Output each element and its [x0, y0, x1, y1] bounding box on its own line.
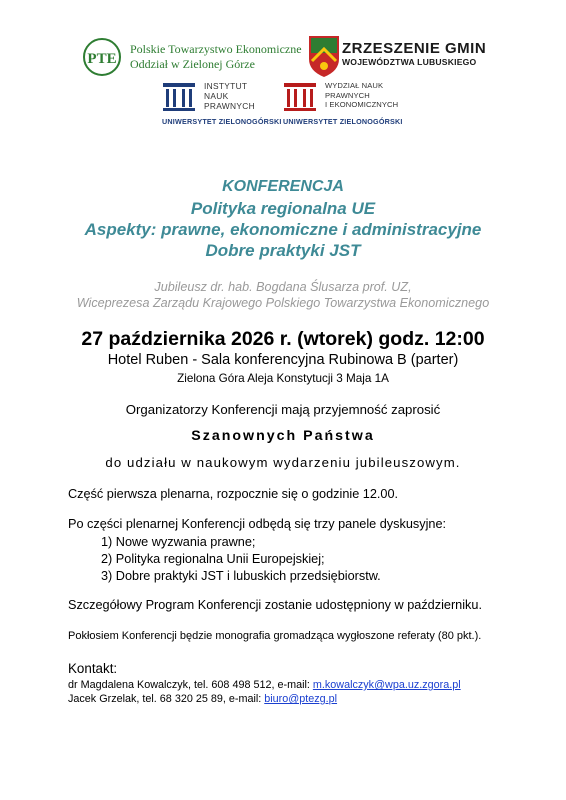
zrzeszenie-gmin-text	[342, 40, 486, 68]
event-address: Zielona Góra Aleja Konstytucji 3 Maja 1A	[177, 372, 389, 385]
jubilee-line2: Wiceprezesa Zarządu Krajowego Polskiego Towarzystwa Ekonomicznego	[76, 296, 490, 310]
contact-email-1-link[interactable]: m.kowalczyk@wpa.uz.zgora.pl	[312, 679, 461, 691]
wn-line3: I EKONOMICZNYCH	[325, 100, 399, 109]
plenary-part-info: Część pierwsza plenarna, rozpocznie się o godzinie 12.00.	[68, 487, 399, 501]
zrzeszenie-gmin-title: ZRZESZENIE GMIN	[342, 40, 487, 57]
program-note: Szczegółowy Program Konferencji zostanie udostępniony w październiku.	[68, 598, 482, 612]
invitation-purpose: do udziału w naukowym wydarzeniu jubileuszowym.	[105, 455, 461, 470]
contact-person-1-details: dr Magdalena Kowalczyk, tel. 608 498 512, e-mail:	[68, 679, 313, 691]
inp-university-label: UNIWERSYTET ZIELONOGÓRSKI	[162, 117, 282, 126]
jubilee-note	[0, 279, 566, 311]
conference-title-line2: Aspekty: prawne, ekonomiczne i administracyjne	[84, 220, 482, 239]
contact-person-2-details: Jacek Grzelak, tel. 68 320 25 89, e-mail:	[68, 693, 265, 705]
inp-line1: INSTYTUT	[204, 81, 248, 91]
panel-item: 2) Polityka regionalna Unii Europejskiej;	[101, 552, 325, 566]
column-temple-icon	[162, 82, 196, 112]
event-venue: Hotel Ruben - Sala konferencyjna Rubinowa B (parter)	[107, 352, 459, 368]
jubilee-line1: Jubileusz dr. hab. Bogdana Ślusarza prof. UZ,	[154, 280, 412, 294]
pte-logo-icon	[82, 37, 122, 77]
contact-heading: Kontakt:	[68, 661, 118, 676]
pte-logo-text	[130, 42, 302, 72]
svg-text:PTE: PTE	[87, 51, 117, 67]
conference-title-line3: Dobre praktyki JST	[205, 241, 361, 260]
contact-person-1	[68, 679, 461, 691]
pte-name: Polskie Towarzystwo Ekonomiczne	[130, 42, 302, 56]
contact-email-2-link[interactable]: biuro@ptezg.pl	[264, 693, 338, 705]
conference-title-line1: Polityka regionalna UE	[190, 199, 376, 218]
column-temple-red-icon	[283, 82, 317, 112]
invitation-addressee: Szanownych Państwa	[191, 428, 375, 444]
inp-line3: PRAWNYCH	[204, 101, 255, 111]
zrzeszenie-gmin-subtitle: WOJEWÓDZTWA LUBUSKIEGO	[342, 57, 477, 67]
contact-person-2	[68, 693, 337, 705]
inp-line2: NAUK	[204, 91, 229, 101]
instytut-nauk-prawnych-text	[204, 81, 255, 111]
invitation-line: Organizatorzy Konferencji mają przyjemność zaprosić	[125, 402, 441, 417]
panel-item: 3) Dobre praktyki JST i lubuskich przedsiębiorstw.	[101, 569, 381, 583]
zrzeszenie-gmin-crest-icon	[306, 33, 342, 79]
panel-item: 1) Nowe wyzwania prawne;	[101, 535, 256, 549]
wn-university-label: UNIWERSYTET ZIELONOGÓRSKI	[283, 117, 403, 126]
conference-label: KONFERENCJA	[222, 178, 344, 195]
wydzial-nauk-text	[325, 81, 398, 110]
pte-branch: Oddział w Zielonej Górze	[130, 57, 255, 71]
wn-line2: PRAWNYCH	[325, 90, 370, 100]
wn-line1: WYDZIAŁ NAUK	[325, 81, 384, 90]
event-date: 27 października 2026 r. (wtorek) godz. 12:00	[81, 328, 485, 350]
monograph-note: Pokłosiem Konferencji będzie monografia gromadząca wygłoszone referaty (80 pkt.).	[68, 630, 482, 642]
panels-intro: Po części plenarnej Konferencji odbędą się trzy panele dyskusyjne:	[68, 517, 447, 531]
